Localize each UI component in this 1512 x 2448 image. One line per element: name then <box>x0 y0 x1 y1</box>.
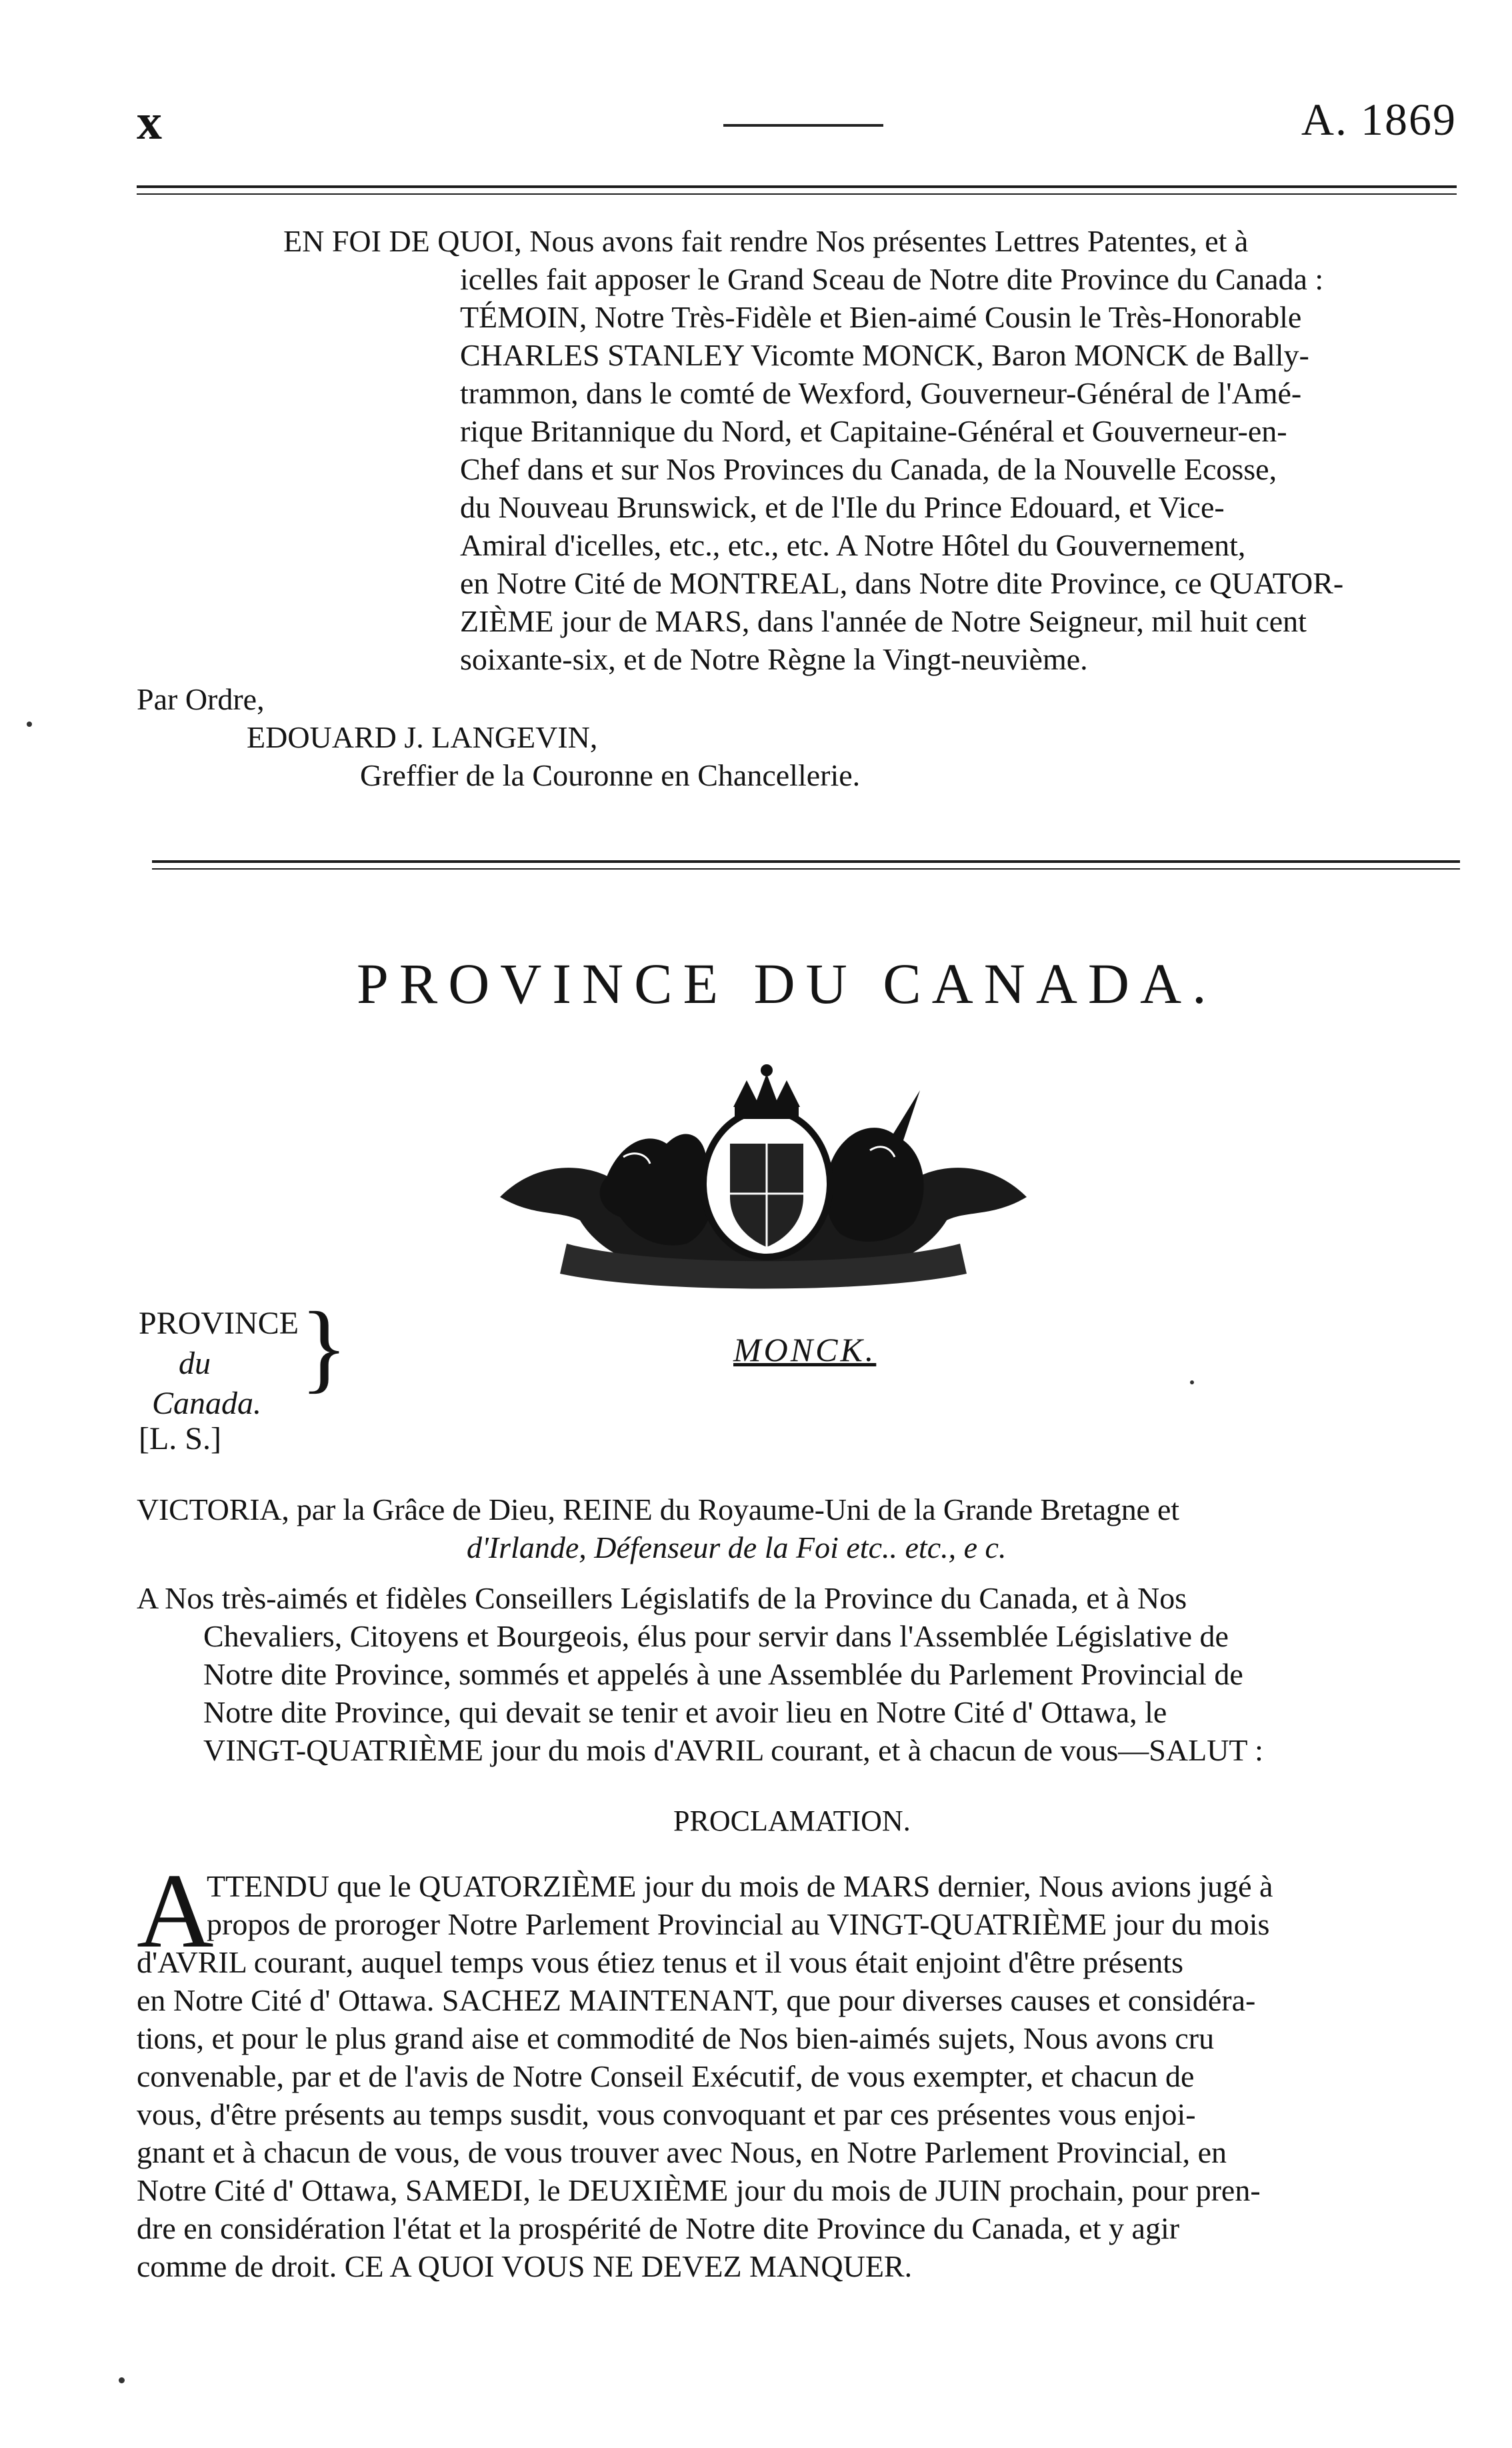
stray-mark <box>1190 1380 1194 1384</box>
address-line: A Nos très-aimés et fidèles Conseillers Législatifs de la Province du Canada, et à Nos <box>137 1581 1187 1615</box>
header-rule-bottom <box>137 193 1457 195</box>
drop-cap: A <box>137 1851 214 1970</box>
province-du: du <box>179 1346 211 1381</box>
address-line: Notre dite Province, sommés et appelés à une Assemblée du Parlement Provincial de <box>203 1657 1243 1691</box>
patent-line: en Notre Cité de MONTREAL, dans Notre dite Province, ce QUATOR- <box>460 566 1344 600</box>
running-header <box>137 93 1457 153</box>
proclamation-heading: PROCLAMATION. <box>673 1804 911 1837</box>
patent-line: trammon, dans le comté de Wexford, Gouverneur-Général de l'Amé- <box>460 376 1302 410</box>
proclamation-line: vous, d'être présents au temps susdit, vous convoquant et par ces présentes vous enjoi- <box>137 2097 1196 2131</box>
proclamation-line: propos de proroger Notre Parlement Provincial au VINGT-QUATRIÈME jour du mois <box>207 1907 1270 1941</box>
royal-coat-of-arms-icon <box>487 1044 1040 1300</box>
patent-line: icelles fait apposer le Grand Sceau de Notre dite Province du Canada : <box>460 262 1324 296</box>
proclamation-line: convenable, par et de l'avis de Notre Conseil Exécutif, de vous exempter, et chacun de <box>137 2059 1195 2093</box>
section-rule-top <box>152 860 1460 863</box>
header-rule-top <box>137 185 1457 188</box>
proclamation-line: Notre Cité d' Ottawa, SAMEDI, le DEUXIÈME jour du mois de JUIN prochain, pour pren- <box>137 2173 1261 2207</box>
signature-block <box>137 680 1070 794</box>
proclamation-line: d'AVRIL courant, auquel temps vous étiez tenus et il vous était enjoint d'être présents <box>137 1945 1183 1979</box>
page-number: x <box>137 94 162 150</box>
royal-style-line: VICTORIA, par la Grâce de Dieu, REINE du Royaume-Uni de la Grande Bretagne et <box>137 1492 1179 1526</box>
by-order: Par Ordre, <box>137 682 265 716</box>
province-word: PROVINCE <box>139 1306 299 1341</box>
governor-signature: MONCK. <box>733 1331 877 1368</box>
patent-line: Amiral d'icelles, etc., etc., etc. A Notre Hôtel du Gouvernement, <box>460 528 1246 562</box>
patent-line: du Nouveau Brunswick, et de l'Ile du Prince Edouard, et Vice- <box>460 490 1225 524</box>
signatory-name: EDOUARD J. LANGEVIN, <box>247 720 598 754</box>
signatory-office: Greffier de la Couronne en Chancellerie. <box>360 758 861 792</box>
address-line: VINGT-QUATRIÈME jour du mois d'AVRIL courant, et à chacun de vous—SALUT : <box>203 1733 1263 1767</box>
patent-line: TÉMOIN, Notre Très-Fidèle et Bien-aimé Cousin le Très-Honorable <box>460 300 1302 334</box>
page-title: PROVINCE DU CANADA. <box>357 952 1217 1016</box>
province-canada: Canada. <box>152 1386 262 1421</box>
proclamation-line: tions, et pour le plus grand aise et commodité de Nos bien-aimés sujets, Nous avons cru <box>137 2021 1215 2055</box>
stray-mark <box>119 2377 125 2383</box>
year-header: A. 1869 <box>1301 94 1457 145</box>
patent-line: Chef dans et sur Nos Provinces du Canada, de la Nouvelle Ecosse, <box>460 452 1277 486</box>
patent-line: CHARLES STANLEY Vicomte MONCK, Baron MONCK de Bally- <box>460 338 1309 372</box>
stray-mark <box>27 722 32 727</box>
patent-line: soixante-six, et de Notre Règne la Vingt-neuvième. <box>460 642 1088 676</box>
address-line: Chevaliers, Citoyens et Bourgeois, élus pour servir dans l'Assemblée Législative de <box>203 1619 1229 1653</box>
proclamation-paragraph <box>137 1867 1457 2285</box>
coat-of-arms <box>487 1044 1040 1300</box>
patent-line: EN FOI DE QUOI, Nous avons fait rendre Nos présentes Lettres Patentes, et à <box>283 224 1249 258</box>
patent-line: rique Britannique du Nord, et Capitaine-Général et Gouverneur-en- <box>460 414 1287 448</box>
royal-style <box>137 1490 1457 1566</box>
address-paragraph <box>137 1579 1457 1769</box>
curly-brace-icon: } <box>300 1292 348 1402</box>
proclamation-line: en Notre Cité d' Ottawa. SACHEZ MAINTENANT, que pour diverses causes et considéra- <box>137 1983 1256 2017</box>
section-rule-bottom <box>152 868 1460 870</box>
royal-style-line: d'Irlande, Défenseur de la Foi etc.. etc., e c. <box>467 1530 1007 1564</box>
proclamation-line: dre en considération l'état et la prospérité de Notre dite Province du Canada, et y agir <box>137 2211 1180 2245</box>
patent-close-paragraph <box>137 222 1457 678</box>
address-line: Notre dite Province, qui devait se tenir et avoir lieu en Notre Cité d' Ottawa, le <box>203 1695 1167 1729</box>
seal-mark: [L. S.] <box>139 1421 221 1456</box>
proclamation-line: TTENDU que le QUATORZIÈME jour du mois de MARS dernier, Nous avions jugé à <box>207 1869 1273 1903</box>
proclamation-line: comme de droit. CE A QUOI VOUS NE DEVEZ MANQUER. <box>137 2249 913 2283</box>
patent-line: ZIÈME jour de MARS, dans l'année de Notre Seigneur, mil huit cent <box>460 604 1307 638</box>
header-dash <box>723 124 883 127</box>
proclamation-line: gnant et à chacun de vous, de vous trouver avec Nous, en Notre Parlement Provincial, en <box>137 2135 1227 2169</box>
province-bracket-text <box>139 1304 299 1424</box>
